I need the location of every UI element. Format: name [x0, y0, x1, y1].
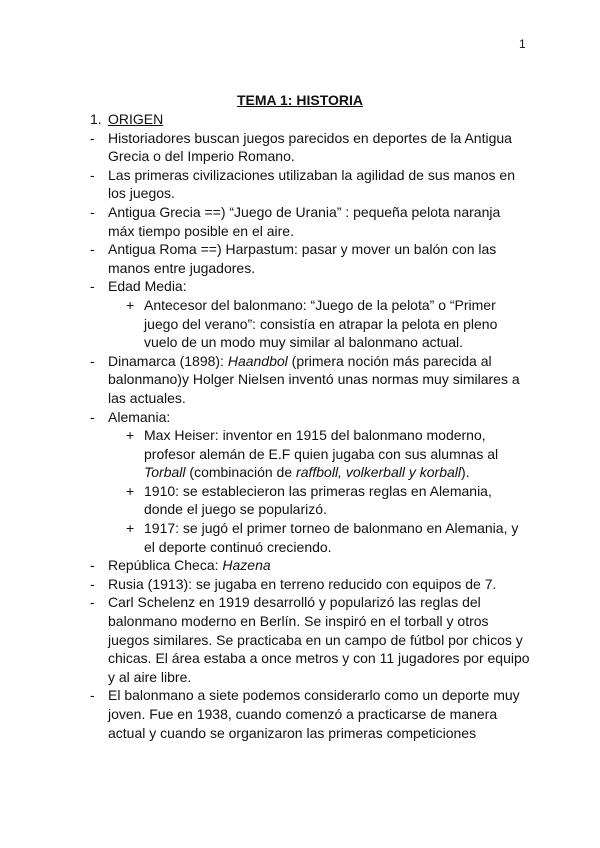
item-edad-media: Edad Media:	[108, 278, 187, 295]
document-body	[90, 110, 530, 742]
item-alemania-1917: 1917: se jugó el primer torneo de balonmano en Alemania, y el deporte continuó creciendo.	[144, 520, 519, 555]
list-item	[90, 575, 530, 594]
heiser-mid: (combinación de	[185, 464, 297, 481]
item-dinamarca	[108, 352, 530, 408]
item-civilizaciones: Las primeras civilizaciones utilizaban la agilidad de sus manos en los juegos.	[108, 166, 515, 202]
section-title: ORIGEN	[108, 111, 164, 127]
bullet-plus: +	[126, 482, 135, 499]
sub-list-item	[126, 296, 530, 352]
dinamarca-text: (primera noción más parecida al balonmano)y Holger Nielsen inventó unas normas muy similares a las actuales.	[108, 352, 520, 406]
heiser-lead: Max Heiser: inventor en 1915 del balonmano moderno, profesor alemán de E.F quien jugaba con sus alumnas al	[144, 427, 499, 462]
item-rusia: Rusia (1913): se jugaba en terreno reducido con equipos de 7.	[108, 575, 497, 592]
heiser-torball: Torball	[144, 464, 186, 481]
list-item	[90, 593, 530, 686]
checa-term: Hazena	[222, 557, 271, 574]
sub-list-item	[126, 519, 530, 556]
list-item	[90, 240, 530, 277]
item-schelenz: Carl Schelenz en 1919 desarrolló y popularizó las reglas del balonmano moderno en Berlín. Se inspiró en el torball y otros juegos similares. Se practicaba en un campo de fútbol por chicos y chicas. El área estaba a once metros y con 11 jugadores por equipo y al aire libre.	[108, 594, 530, 685]
item-heiser	[144, 426, 530, 482]
sub-list-item	[126, 482, 530, 519]
item-alemania: Alemania:	[108, 408, 171, 425]
bullet-dash: -	[90, 408, 95, 425]
page-number: 1	[519, 37, 526, 51]
bullet-dash: -	[90, 203, 95, 220]
sub-list-item	[126, 426, 530, 482]
bullet-dash: -	[90, 557, 95, 574]
bullet-dash: -	[90, 241, 95, 258]
dinamarca-lead: Dinamarca (1898):	[108, 352, 228, 369]
list-item	[90, 129, 530, 166]
item-roma: Antigua Roma ==) Harpastum: pasar y mover un balón con las manos entre jugadores.	[108, 241, 497, 276]
bullet-dash: -	[90, 594, 95, 611]
list-item	[90, 166, 530, 203]
heiser-raffball: raffboll, volkerball y korball	[296, 464, 461, 481]
section-number: 1.	[90, 111, 102, 127]
bullet-dash: -	[90, 575, 95, 592]
list-item	[90, 203, 530, 240]
item-checa	[108, 556, 271, 575]
page-title: TEMA 1: HISTORIA	[236, 92, 363, 108]
dinamarca-term: Haandbol	[227, 352, 288, 369]
heiser-end: ).	[461, 464, 470, 481]
bullet-dash: -	[90, 687, 95, 704]
list-item	[90, 277, 530, 296]
bullet-plus: +	[126, 520, 135, 537]
bullet-dash: -	[90, 166, 95, 183]
section-heading	[90, 110, 530, 129]
bullet-plus: +	[126, 296, 135, 313]
item-grecia: Antigua Grecia ==) “Juego de Urania” : pequeña pelota naranja máx tiempo posible en el aire.	[108, 203, 501, 239]
item-alemania-1910: 1910: se establecieron las primeras reglas en Alemania, donde el juego se popularizó.	[144, 482, 492, 518]
list-item	[90, 686, 530, 742]
list-item	[90, 408, 530, 427]
bullet-dash: -	[90, 129, 95, 146]
list-item	[90, 556, 530, 575]
bullet-plus: +	[126, 427, 135, 444]
bullet-dash: -	[90, 352, 95, 369]
item-siete: El balonmano a siete podemos considerarlo como un deporte muy joven. Fue en 1938, cuando comenzó a practicarse de manera actual y cuando se organizaron las primeras competiciones	[108, 687, 520, 741]
item-edad-media-sub: Antecesor del balonmano: “Juego de la pelota” o “Primer juego del verano”: consistía en atrapar la pelota en pleno vuelo de un modo muy similar al balonmano actual.	[144, 296, 498, 351]
list-item	[90, 352, 530, 408]
bullet-dash: -	[90, 278, 95, 295]
checa-lead: República Checa:	[108, 557, 223, 574]
item-historiadores: Historiadores buscan juegos parecidos en deportes de la Antigua Grecia o del Imperio Romano.	[108, 129, 512, 165]
